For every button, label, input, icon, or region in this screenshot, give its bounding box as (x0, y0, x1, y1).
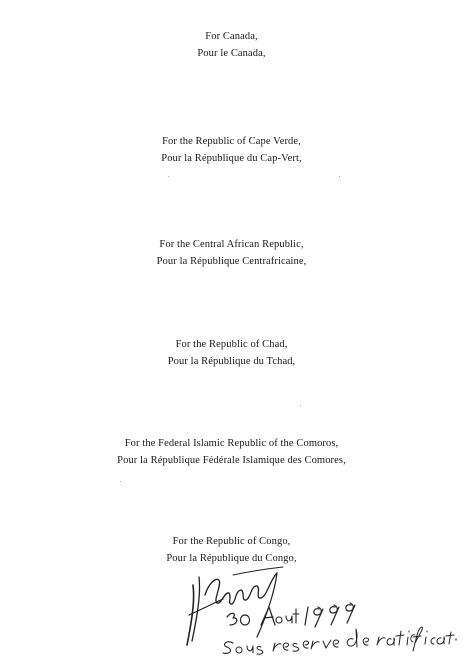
english-party-label: For Canada, (205, 31, 258, 42)
english-party-label: For the Republic of Congo, (172, 536, 291, 547)
signature-block-canada (0, 28, 463, 62)
english-party-label: For the Central African Republic, (159, 239, 304, 250)
signature-block-chad (0, 336, 463, 370)
signature-block-central-african-republic (0, 236, 463, 270)
signature-block-cape-verde (0, 133, 463, 167)
english-party-label: For the Republic of Chad, (175, 339, 288, 350)
french-party-label: Pour la République du Tchad, (167, 356, 296, 367)
handwritten-signature (175, 555, 460, 660)
french-party-label: Pour la République Fédérale Islamique des Comores, (117, 455, 346, 466)
signature-block-comoros (0, 435, 463, 469)
french-party-label: Pour la République Centrafricaine, (156, 256, 307, 267)
french-party-label: Pour la République du Congo, (166, 553, 297, 564)
english-party-label: For the Republic of Cape Verde, (162, 136, 301, 147)
english-party-label: For the Federal Islamic Republic of the Comoros, (124, 438, 339, 449)
french-party-label: Pour la République du Cap-Vert, (161, 153, 302, 164)
french-party-label: Pour le Canada, (197, 48, 266, 59)
